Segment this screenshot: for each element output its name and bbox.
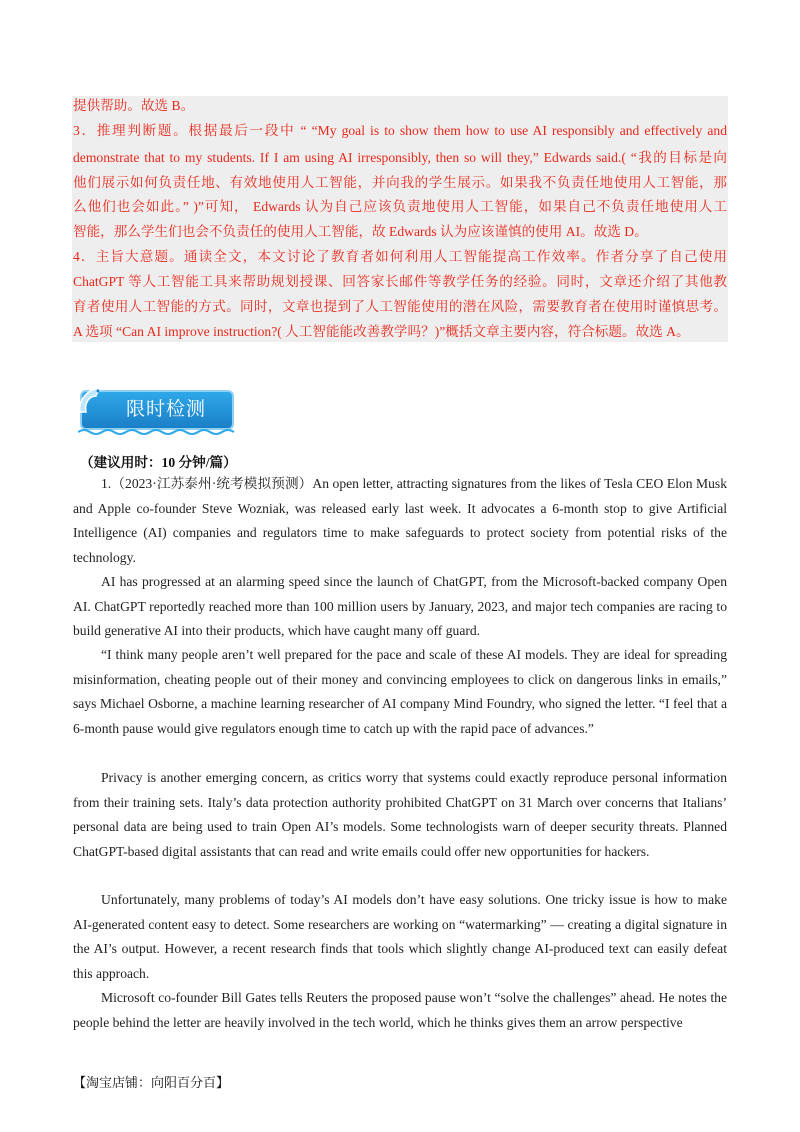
- answer-line: A 选项 “Can AI improve instruction?( 人工智能能改善教学吗？)”概括文章主要内容，符合标题。故选 A。: [73, 324, 690, 339]
- time-hint: （建议用时：10 分钟/篇）: [80, 455, 237, 470]
- wave-decoration-icon: [78, 428, 236, 436]
- answer-line: 么他们也会如此。” )”可知， Edwards 认为自己应该负责地使用人工智能，如果自己不负责任地使用人工: [73, 199, 727, 214]
- passage-paragraph: Privacy is another emerging concern, as critics worry that systems could exactly reproduce personal information from their training sets. Italy’s data protection authority prohibited ChatGPT on 31 March over concerns that Italians’ personal data are being used to train Open AI’s models. Some technologists warn of deeper security threats. Planned ChatGPT-based digital assistants that can read and write emails could offer new opportunities for hackers.: [73, 770, 727, 859]
- dolphin-icon: [74, 382, 114, 422]
- answer-line: demonstrate that to my students. If I am using AI irresponsibly, then so will they,” Edwards said.( “我的目标是向: [73, 150, 727, 165]
- answer-line: 3．推理判断题。根据最后一段中 “ “My goal is to show them how to use AI responsibly and effectively and: [73, 123, 727, 138]
- passage-paragraph: 1.（2023·江苏泰州·统考模拟预测）An open letter, attracting signatures from the likes of Tesla CEO Elon Musk and Apple co-founder Steve Wozniak, was released early last week. It advocates a 6-month stop to give Artificial Intelligence (AI) companies and regulators time to make safeguards to protect society from potential risks of the technology.: [73, 476, 727, 565]
- answer-line: 他们展示如何负责任地、有效地使用人工智能，并向我的学生展示。如果我不负责任地使用人工智能，那: [73, 175, 727, 190]
- passage-paragraph: “I think many people aren’t well prepared for the pace and scale of these AI models. They are ideal for spreading misinformation, cheating people out of their money and convincing employees to click on dangerous links in emails,” says Michael Osborne, a machine learning researcher of AI company Mind Foundry, who signed the letter. “I feel that a 6-month pause would give regulators enough time to catch up with the rapid pace of advances.”: [73, 647, 727, 736]
- passage-paragraph: Microsoft co-founder Bill Gates tells Reuters the proposed pause won’t “solve the challenges” ahead. He notes the people behind the letter are heavily involved in the tech world, which he thinks gives them an arrow perspective: [73, 990, 727, 1030]
- answer-line: 育者使用人工智能的方式。同时，文章也提到了人工智能使用的潜在风险，需要教育者在使用时谨慎思考。: [73, 299, 727, 314]
- section-badge: [74, 382, 238, 438]
- footer-shop-label: 【淘宝店铺：向阳百分百】: [73, 1075, 230, 1090]
- answer-line: 提供帮助。故选 B。: [73, 98, 195, 113]
- passage-paragraph: Unfortunately, many problems of today’s AI models don’t have easy solutions. One tricky issue is how to make AI-generated content easy to detect. Some researchers are working on “watermarking” — creating a digital signature in the AI’s output. However, a recent research finds that tools which slightly change AI-produced text can easily defeat this approach.: [73, 892, 727, 981]
- section-badge-title: 限时检测: [126, 398, 207, 420]
- passage-paragraph: AI has progressed at an alarming speed since the launch of ChatGPT, from the Microsoft-backed company Open AI. ChatGPT reportedly reached more than 100 million users by January, 2023, and major tech companies are racing to build generative AI into their products, which have caught many off guard.: [73, 574, 727, 638]
- answer-line: ChatGPT 等人工智能工具来帮助规划授课、回答家长邮件等教学任务的经验。同时，文章还介绍了其他教: [73, 274, 727, 289]
- answer-line: 4．主旨大意题。通读全文，本文讨论了教育者如何利用人工智能提高工作效率。作者分享了自己使用: [73, 249, 727, 264]
- answer-line: 智能，那么学生们也会不负责任的使用人工智能，故 Edwards 认为应该谨慎的使用 AI。故选 D。: [73, 224, 648, 239]
